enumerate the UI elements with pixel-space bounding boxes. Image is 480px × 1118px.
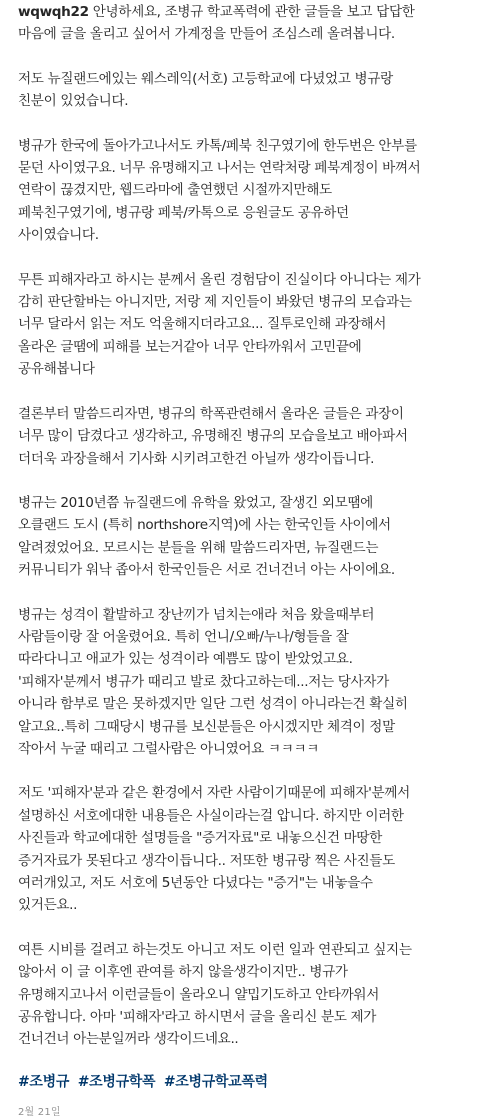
caption-line: 무튼 피해자라고 하시는 분께서 올린 경험담이 진실이다 아니다는 제가 (18, 271, 421, 288)
caption-paragraph (18, 135, 472, 247)
caption-paragraph (18, 403, 472, 470)
caption-line: 결론부터 말씀드리자면, 병규의 학폭관련해서 올라온 글들은 과장이 (18, 405, 404, 422)
caption-line: 여튼 시비를 걸려고 하는것도 아니고 저도 이런 일과 연관되고 싶지는 (18, 941, 412, 958)
caption-paragraph (18, 269, 472, 381)
caption-paragraph (18, 939, 472, 1051)
caption-line: 작아서 누굴 때리고 그럴사람은 아니였어요 ㅋㅋㅋㅋ (18, 740, 320, 757)
caption-line: 사람들이랑 잘 어울렸어요. 특히 언니/오빠/누나/형들을 잘 (18, 628, 349, 645)
caption-line: 저도 뉴질랜드에있는 웨스레익(서호) 고등학교에 다녔었고 병규랑 (18, 70, 393, 87)
caption-line: 더더욱 과장을해서 기사화 시키려고한건 아닐까 생각이듭니다. (18, 450, 375, 467)
caption-line: 병규는 성격이 활발하고 장난끼가 넘치는애라 처음 왔을때부터 (18, 606, 375, 623)
hashtag-link[interactable]: #조병규학폭 (77, 1073, 156, 1090)
caption-line: 병규가 한국에 돌아가고나서도 카톡/페북 친구였기에 한두번은 안부를 (18, 137, 417, 154)
caption-line: 병규는 2010년쯤 뉴질랜드에 유학을 왔었고, 잘생긴 외모땜에 (18, 494, 373, 511)
caption-line: 사진들과 학교에대한 설명들을 "증거자료"로 내놓으신건 마땅한 (18, 830, 382, 847)
caption-line: wqwqh22 안녕하세요, 조병규 학교폭력에 관한 글들을 보고 답답한 (18, 4, 415, 20)
caption-line: 너무 많이 담겼다고 생각하고, 유명해진 병규의 모습을보고 배아파서 (18, 428, 408, 445)
caption-paragraph (18, 68, 472, 113)
caption-line: 오클랜드 도시 (특히 northshore지역)에 사는 한국인들 사이에서 (18, 517, 391, 534)
caption-line: 알고요..특히 그때당시 병규를 보신분들은 아시겠지만 체격이 정말 (18, 718, 395, 735)
hashtag-list (18, 1072, 472, 1092)
caption-line: 마음에 글을 올리고 싶어서 가계정을 만들어 조심스레 올려봅니다. (18, 26, 395, 43)
caption-line: 너무 달라서 읽는 저도 억울해지더라고요... 질투로인해 과장해서 (18, 316, 387, 333)
caption-line: 감히 판단할바는 아니지만, 저랑 제 지인들이 봐왔던 병규의 모습과는 (18, 294, 412, 311)
caption-paragraph (18, 1, 472, 46)
caption-line: 여러개있고, 저도 서호에 5년동안 다녔다는 "증거"는 내놓을수 (18, 875, 373, 891)
caption-line: 따라다니고 애교가 있는 성격이라 예쁨도 많이 받았었고요. (18, 651, 353, 668)
caption-line: 않아서 이 글 이후엔 관여를 하지 않을생각이지만.. 병규가 (18, 964, 348, 981)
caption-line: '피해자'분께서 병규가 때리고 발로 찼다고하는데...저는 당사자가 (18, 673, 389, 690)
hashtag-link[interactable]: #조병규학교폭력 (163, 1073, 268, 1090)
username-link[interactable]: wqwqh22 (18, 4, 89, 20)
caption-line: 유명해지고나서 이런글들이 올라오니 얄밉기도하고 안타까워서 (18, 986, 379, 1003)
post-caption (18, 0, 472, 1118)
caption-line: 페북친구였기에, 병규랑 페북/카톡으로 응원글도 공유하던 (18, 204, 349, 221)
caption-line: 공유합니다. 아마 '피해자'라고 하시면서 글을 올리신 분도 제가 (18, 1009, 377, 1026)
caption-line: 사이였습니다. (18, 227, 99, 244)
caption-line: 증거자료가 못된다고 생각이듭니다.. 저또한 병규랑 찍은 사진들도 (18, 852, 395, 869)
caption-line: 저도 '피해자'분과 같은 환경에서 자란 사람이기때문에 피해자'분께서 (18, 785, 410, 802)
post-date: 2월 21일 (18, 1106, 61, 1118)
caption-paragraph (18, 604, 472, 761)
caption-line: 묻던 사이였구요. 너무 유명해지고 나서는 연락처랑 페북계정이 바껴서 (18, 160, 421, 177)
caption-paragraph (18, 782, 472, 916)
caption-line: 연락이 끊겼지만, 웹드라마에 출연했던 시절까지만해도 (18, 182, 332, 199)
caption-line: 공유해봅니다 (18, 361, 95, 378)
caption-line: 올라온 글땜에 피해를 보는거같아 너무 안타까워서 고민끝에 (18, 338, 362, 355)
caption-line: 친분이 있었습니다. (18, 93, 129, 110)
caption-line: 아니라 함부로 말은 못하겠지만 일단 그런 성격이 아니라는건 확실히 (18, 696, 408, 713)
caption-line: 알려졌었어요. 모르시는 분들을 위해 말씀드리자면, 뉴질랜드는 (18, 539, 379, 556)
caption-paragraph (18, 492, 472, 582)
caption-line: 설명하신 서호에대한 내용들은 사실이라는걸 압니다. 하지만 이러한 (18, 807, 404, 824)
hashtag-link[interactable]: #조병규 (18, 1073, 70, 1090)
caption-line: 건너건너 아는분일꺼라 생각이드네요.. (18, 1031, 239, 1048)
caption-line: 커뮤니티가 워낙 좁아서 한국인들은 서로 건너건너 아는 사이에요. (18, 562, 395, 579)
caption-line: 있거든요.. (18, 897, 78, 914)
